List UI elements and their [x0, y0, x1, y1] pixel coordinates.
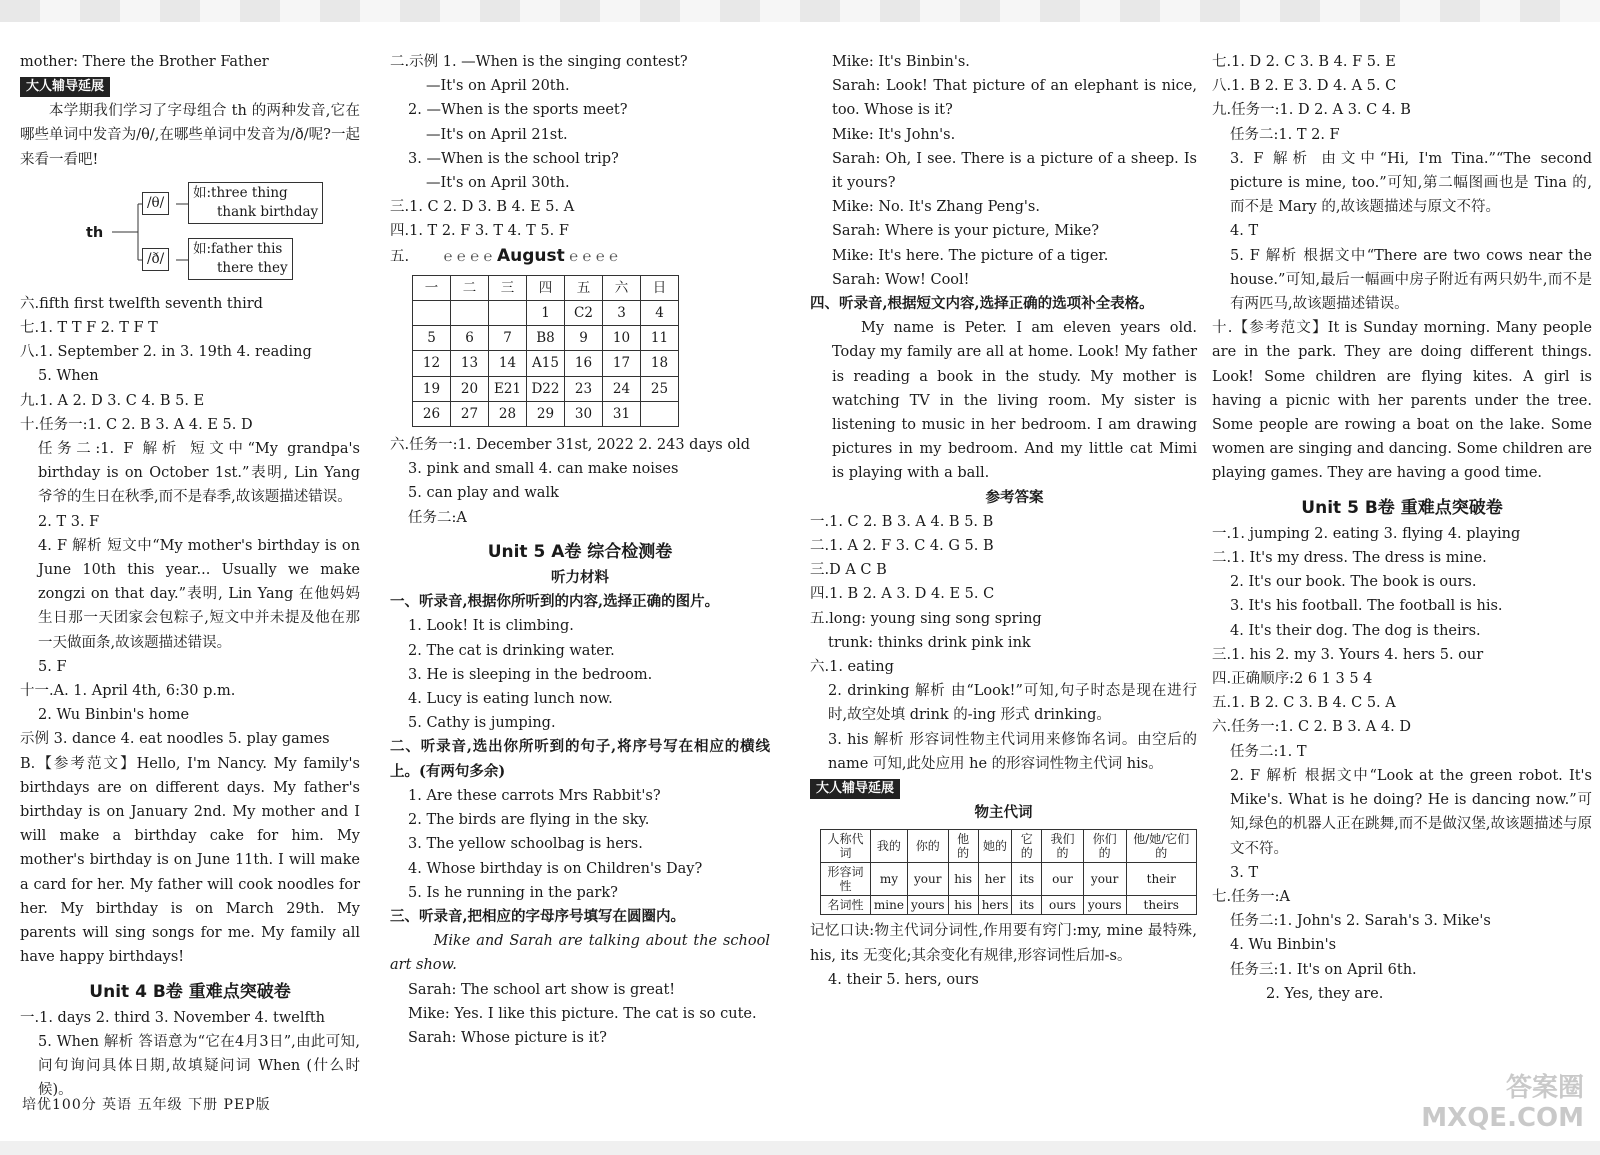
column-2	[390, 50, 770, 1050]
table-cell: your	[1083, 863, 1126, 896]
calendar-cell: 6	[451, 326, 489, 351]
unit-heading: Unit 4 B卷 重难点突破卷	[89, 981, 291, 1002]
calendar-cell: 27	[451, 401, 489, 426]
answer-line: 四.1. B 2. A 3. D 4. E 5. C	[810, 586, 995, 603]
script-line: 2. The cat is drinking water.	[408, 642, 615, 659]
sample-essay: B.【参考范文】Hello, I'm Nancy. My family's birthdays are on different days. My father's birthday is on January 2nd. My mother and I will make a birthday cake for him. My mother's birthday is on June 11th. I will make a card for her. My father will cook noodles for her. My birthday is on March 29th. My parents will sing songs for me. My family all have happy birthdays!	[20, 755, 360, 966]
answer-line: 任务二:A	[408, 509, 467, 526]
eth-examples	[188, 238, 293, 280]
explanation: 任务二:1. F 解析 短文中“My grandpa's birthday is on October 1st.”表明, Lin Yang 爷爷的生日在秋季,而不是春季,故该题描述错误。	[38, 441, 360, 506]
calendar-cell	[413, 301, 451, 326]
answer-line: 2. It's our book. The book is ours.	[1230, 574, 1477, 591]
script-line: 3. He is sleeping in the bedroom.	[408, 666, 653, 683]
answer-line: 六.任务一:1. C 2. B 3. A 4. D	[1212, 719, 1411, 736]
table-cell: your	[907, 863, 948, 896]
calendar-cell: 5	[413, 326, 451, 351]
answer-line: 任务二:1. John's 2. Sarah's 3. Mike's	[1230, 913, 1491, 930]
answer-line: 任务三:1. It's on April 6th.	[1230, 961, 1417, 978]
calendar-cell: 1	[527, 301, 565, 326]
explanation: 3. his 解析 形容词性物主代词用来修饰名词。由空后的 name 可知,此处应用 he 的形容词性物主代词 his。	[828, 731, 1197, 772]
calendar-cell: 19	[413, 376, 451, 401]
answer-line: 5. can play and walk	[408, 485, 559, 502]
calendar-cell: E21	[489, 376, 527, 401]
answer-line: 2. T 3. F	[38, 513, 100, 530]
script-line: Sarah: The school art show is great!	[408, 981, 676, 998]
calendar-cell: B8	[527, 326, 565, 351]
answer-line: 六.任务一:1. December 31st, 2022 2. 243 days old	[390, 437, 750, 454]
text-line: mother: There the Brother Father	[20, 54, 269, 70]
calendar-cell: 16	[565, 351, 603, 376]
answer-line: 七.任务一:A	[1212, 888, 1290, 905]
calendar-cell: 12	[413, 351, 451, 376]
question-heading: 一、听录音,根据你所听到的内容,选择正确的图片。	[390, 593, 720, 611]
calendar-cell: 一	[413, 275, 451, 300]
answer-line: 八.1. September 2. in 3. 19th 4. reading	[20, 344, 312, 361]
table-cell: her	[978, 863, 1012, 896]
answer-line: 一.1. C 2. B 3. A 4. B 5. B	[810, 513, 994, 530]
explanation: 5. F 解析 根据文中“There are two cows near the house.”可知,最后一幅画中房子附近有两只奶牛,而不是有两匹马,故该题描述错误。	[1230, 247, 1592, 313]
answer-line: 二.示例 1. —When is the singing contest?	[390, 54, 688, 70]
script-line: Sarah: Wow! Cool!	[832, 271, 970, 288]
phoneme-eth: /ð/	[142, 248, 169, 271]
table-cell: 你的	[907, 830, 948, 863]
th-diagram	[20, 176, 360, 288]
answer-line: 2. —When is the sports meet?	[408, 102, 628, 119]
script-line: 2. The birds are flying in the sky.	[408, 812, 650, 829]
table-header	[821, 830, 1197, 863]
calendar-month: August	[496, 245, 565, 266]
answer-line: 六.fifth first twelfth seventh third	[20, 295, 263, 312]
calendar-cell: 25	[641, 376, 679, 401]
table-title: 物主代词	[974, 804, 1033, 822]
script-line: 5. Cathy is jumping.	[408, 715, 556, 732]
answer-line: 二.1. A 2. F 3. C 4. G 5. B	[810, 538, 994, 555]
script-line: Sarah: Where is your picture, Mike?	[832, 223, 1099, 240]
table-row	[821, 863, 1197, 896]
calendar-cell: 31	[603, 401, 641, 426]
answers-block	[810, 510, 1197, 992]
answer-line: 十.任务一:1. C 2. B 3. A 4. E 5. D	[20, 416, 253, 433]
explanation: 2. drinking 解析 由“Look!”可知,句子时态是现在进行时,故空处填 drink 的-ing 形式 drinking。	[828, 683, 1197, 724]
calendar-cell: 7	[489, 326, 527, 351]
table-cell: 人称代词	[821, 830, 871, 863]
example-line: there they	[217, 259, 288, 276]
calendar-cell: 29	[527, 401, 565, 426]
table-cell: mine	[870, 896, 907, 915]
script-line: 1. Are these carrots Mrs Rabbit's?	[408, 787, 661, 804]
calendar-cell: 四	[527, 275, 565, 300]
table-cell: 我的	[870, 830, 907, 863]
answer-line: 四.1. T 2. F 3. T 4. T 5. F	[390, 223, 569, 240]
answer-line: 九.1. A 2. D 3. C 4. B 5. E	[20, 392, 205, 409]
answer-line: 十一.A. 1. April 4th, 6:30 p.m.	[20, 683, 236, 700]
answer-line: —It's on April 30th.	[426, 175, 570, 192]
table-row	[821, 896, 1197, 915]
calendar-cell	[641, 401, 679, 426]
calendar-cell: C2	[565, 301, 603, 326]
answer-line: 2. Wu Binbin's home	[38, 707, 190, 724]
answer-line: 七.1. D 2. C 3. B 4. F 5. E	[1212, 54, 1396, 70]
answer-line: 三.D A C B	[810, 562, 887, 579]
script-line: Mike: Yes. I like this picture. The cat is so cute.	[408, 1005, 757, 1022]
table-cell: 他的	[948, 830, 978, 863]
answer-line: 任务二:1. T 2. F	[1230, 126, 1340, 143]
memory-tip: 记忆口诀:物主代词分词性,作用要有窍门:my, mine 最特殊, his, its 无变化;其余变化有规律,形容词性后加-s。	[810, 923, 1197, 964]
calendar-row	[413, 326, 679, 351]
script-line: Sarah: Look! That picture of an elephant is nice, too. Whose is it?	[832, 78, 1197, 119]
question-heading: 二、听录音,选出你所听到的句子,将序号写在相应的横线上。(有两句多余)	[390, 738, 770, 780]
calendar-cell: 五	[565, 275, 603, 300]
tutoring-tag: 大人辅导延展	[810, 779, 900, 799]
answers-heading: 参考答案	[985, 488, 1044, 506]
column-1	[20, 50, 360, 1103]
answer-line: 三.1. his 2. my 3. Yours 4. hers 5. our	[1212, 646, 1484, 663]
answer-line: 3. pink and small 4. can make noises	[408, 461, 679, 478]
calendar-cell	[489, 301, 527, 326]
page-footer: 培优100分 英语 五年级 下册 PEP版	[22, 1097, 271, 1113]
script-line: 1. Look! It is climbing.	[408, 618, 574, 635]
theta-examples	[188, 182, 323, 224]
answer-line: trunk: thinks drink pink ink	[828, 634, 1031, 651]
calendar-cell	[451, 301, 489, 326]
table-cell: their	[1126, 863, 1197, 896]
answer-line: 三.1. C 2. D 3. B 4. E 5. A	[390, 199, 575, 216]
calendar-cell: 28	[489, 401, 527, 426]
table-cell: 名词性	[821, 896, 871, 915]
table-cell: its	[1012, 896, 1042, 915]
script-line: 4. Whose birthday is on Children's Day?	[408, 860, 703, 877]
table-cell: 他/她/它们的	[1126, 830, 1197, 863]
example-line: 如:three thing	[193, 184, 288, 201]
answer-line: 一.1. jumping 2. eating 3. flying 4. playing	[1212, 525, 1521, 542]
answer-line: 4. their 5. hers, ours	[828, 971, 979, 988]
table-cell: our	[1042, 863, 1084, 896]
unit-heading: Unit 5 A卷 综合检测卷	[487, 541, 673, 562]
question-heading: 四、听录音,根据短文内容,选择正确的选项补全表格。	[810, 295, 1154, 313]
table-cell: yours	[907, 896, 948, 915]
calendar-cell: 24	[603, 376, 641, 401]
answer-line: 八.1. B 2. E 3. D 4. A 5. C	[1212, 78, 1397, 95]
table-cell: his	[948, 896, 978, 915]
script-line: Mike: It's Binbin's.	[832, 54, 970, 70]
possessive-pronoun-table	[820, 829, 1197, 915]
calendar-cell: 日	[641, 275, 679, 300]
passage: My name is Peter. I am eleven years old. Today my family are all at home. Look! My father is reading a book in the study. My mother is watching TV in the living room. My sister is listening to music in her bedroom. I am drawing pictures in my bedroom. And my little cat Mimi is playing with a ball.	[832, 320, 1197, 482]
column-3	[810, 50, 1197, 992]
table-cell: my	[870, 863, 907, 896]
phoneme-theta: /θ/	[142, 192, 169, 215]
calendar-cell: 26	[413, 401, 451, 426]
script-line: Mike: It's here. The picture of a tiger.	[832, 247, 1109, 264]
script-line: 5. Is he running in the park?	[408, 884, 618, 901]
answer-line: 4. Wu Binbin's	[1230, 937, 1337, 954]
script-line: 4. Lucy is eating lunch now.	[408, 691, 613, 708]
script-line: Mike: It's John's.	[832, 126, 956, 143]
calendar-table	[412, 275, 679, 427]
table-cell: ours	[1042, 896, 1084, 915]
calendar-cell: 二	[451, 275, 489, 300]
calendar-cell: 23	[565, 376, 603, 401]
explanation: 5. When 解析 答语意为“它在4月3日”,由此可知,问句询问具体日期,故填疑问词 When (什么时候)。	[38, 1033, 360, 1099]
answer-line: 3. T	[1230, 864, 1259, 881]
calendar-cell: D22	[527, 376, 565, 401]
answer-line: 七.1. T T F 2. T F T	[20, 320, 158, 337]
ring-binding-icon: ℮ ℮ ℮ ℮	[569, 248, 618, 265]
calendar-cell: 11	[641, 326, 679, 351]
ring-binding-icon: ℮ ℮ ℮ ℮	[443, 248, 493, 265]
section-label: 五.	[390, 248, 410, 265]
explanation: 4. F 解析 短文中“My mother's birthday is on June 10th this year... Usually we make zongzi on that day.”表明, Lin Yang 在他妈妈生日那一天团家会包粽子,短文中并未提及他在那一天做面条,故该题描述错误。	[38, 537, 360, 651]
answer-line: 二.1. It's my dress. The dress is mine.	[1212, 550, 1487, 567]
answer-line: 任务二:1. T	[1230, 743, 1307, 760]
calendar-cell: 18	[641, 351, 679, 376]
bottom-border	[0, 1141, 1600, 1155]
answer-line: 4. It's their dog. The dog is theirs.	[1230, 622, 1481, 639]
calendar-cell: 三	[489, 275, 527, 300]
calendar-row	[413, 376, 679, 401]
calendar-cell: A15	[527, 351, 565, 376]
table-cell: 我们的	[1042, 830, 1084, 863]
answer-line: 2. Yes, they are.	[1266, 985, 1384, 1002]
table-cell: hers	[978, 896, 1012, 915]
top-border	[0, 0, 1600, 22]
script-line: Mike: No. It's Zhang Peng's.	[832, 199, 1040, 216]
calendar-cell: 30	[565, 401, 603, 426]
watermark-line: 答案圈	[1505, 1073, 1584, 1103]
column-4	[1212, 50, 1592, 1006]
subheading: 听力材料	[551, 569, 609, 587]
script-line: Sarah: Oh, I see. There is a picture of a sheep. Is it yours?	[832, 150, 1197, 192]
calendar-cell: 10	[603, 326, 641, 351]
explanation: 3. F 解析 由文中“Hi, I'm Tina.”“The second picture is mine, too.”可知,第二幅图画也是 Tina 的,而不是 Mary 的,故该题描述与原文不符。	[1230, 150, 1592, 216]
answer-line: 3. It's his football. The football is his.	[1230, 598, 1503, 615]
answer-line: —It's on April 20th.	[426, 78, 570, 95]
example-line: 如:father this	[193, 240, 283, 257]
answer-line: 3. —When is the school trip?	[408, 150, 619, 167]
explanation: 2. F 解析 根据文中“Look at the green robot. It's Mike's. What is he doing? He is dancing now.”可知,绿色的机器人正在跳舞,而不是做汉堡,故该题描述与原文不符。	[1230, 767, 1592, 857]
answer-line: 六.1. eating	[810, 659, 894, 676]
table-cell: 她的	[978, 830, 1012, 863]
answer-line: 五.long: young sing song spring	[810, 610, 1042, 627]
answer-line: 5. When	[38, 368, 99, 385]
script-line: 3. The yellow schoolbag is hers.	[408, 836, 643, 853]
answer-line: 示例 3. dance 4. eat noodles 5. play games	[20, 731, 330, 748]
question-heading: 三、听录音,把相应的字母序号填写在圆圈内。	[390, 907, 686, 925]
calendar-row	[413, 351, 679, 376]
calendar-cell: 3	[603, 301, 641, 326]
answer-line: 九.任务一:1. D 2. A 3. C 4. B	[1212, 102, 1411, 119]
table-cell: theirs	[1126, 896, 1197, 915]
calendar-row	[413, 301, 679, 326]
calendar-cell: 9	[565, 326, 603, 351]
table-cell: 它的	[1012, 830, 1042, 863]
answer-line: —It's on April 21st.	[426, 126, 568, 143]
table-cell: 你们的	[1083, 830, 1126, 863]
answer-line: 4. T	[1230, 223, 1259, 240]
table-cell: his	[948, 863, 978, 896]
calendar-cell: 4	[641, 301, 679, 326]
tutoring-tag: 大人辅导延展	[20, 77, 110, 97]
calendar-cell: 20	[451, 376, 489, 401]
answer-line: 五.1. B 2. C 3. B 4. C 5. A	[1212, 695, 1396, 712]
table-cell: yours	[1083, 896, 1126, 915]
calendar-cell: 17	[603, 351, 641, 376]
table-cell: its	[1012, 863, 1042, 896]
calendar-header	[413, 275, 679, 300]
th-intro: 本学期我们学习了字母组合 th 的两种发音,它在哪些单词中发音为/θ/,在哪些单词中发音为/ð/呢?一起来看一看吧!	[20, 103, 360, 168]
watermark	[1421, 1073, 1584, 1133]
sample-essay: 十.【参考范文】It is Sunday morning. Many people are in the park. They are doing different things. Look! Some children are flying kites. A girl is having a picnic with her parents under the tree. Some people are rowing a boat on the lake. Some women are singing and dancing. Some children are playing games. They are having a good time.	[1212, 320, 1592, 482]
answer-line: 四.正确顺序:2 6 1 3 5 4	[1212, 671, 1373, 688]
calendar-cell: 14	[489, 351, 527, 376]
answer-line: 一.1. days 2. third 3. November 4. twelfth	[20, 1009, 326, 1026]
unit-heading: Unit 5 B卷 重难点突破卷	[1301, 497, 1503, 518]
calendar-cell: 13	[451, 351, 489, 376]
calendar-row	[413, 401, 679, 426]
th-label: th	[86, 224, 104, 241]
example-line: thank birthday	[217, 203, 319, 220]
script-intro: Mike and Sarah are talking about the school art show.	[390, 933, 770, 974]
watermark-line: MXQE.COM	[1421, 1103, 1584, 1133]
calendar-cell: 六	[603, 275, 641, 300]
answer-line: 5. F	[38, 658, 67, 675]
script-line: Sarah: Whose picture is it?	[408, 1029, 607, 1046]
table-cell: 形容词性	[821, 863, 871, 896]
